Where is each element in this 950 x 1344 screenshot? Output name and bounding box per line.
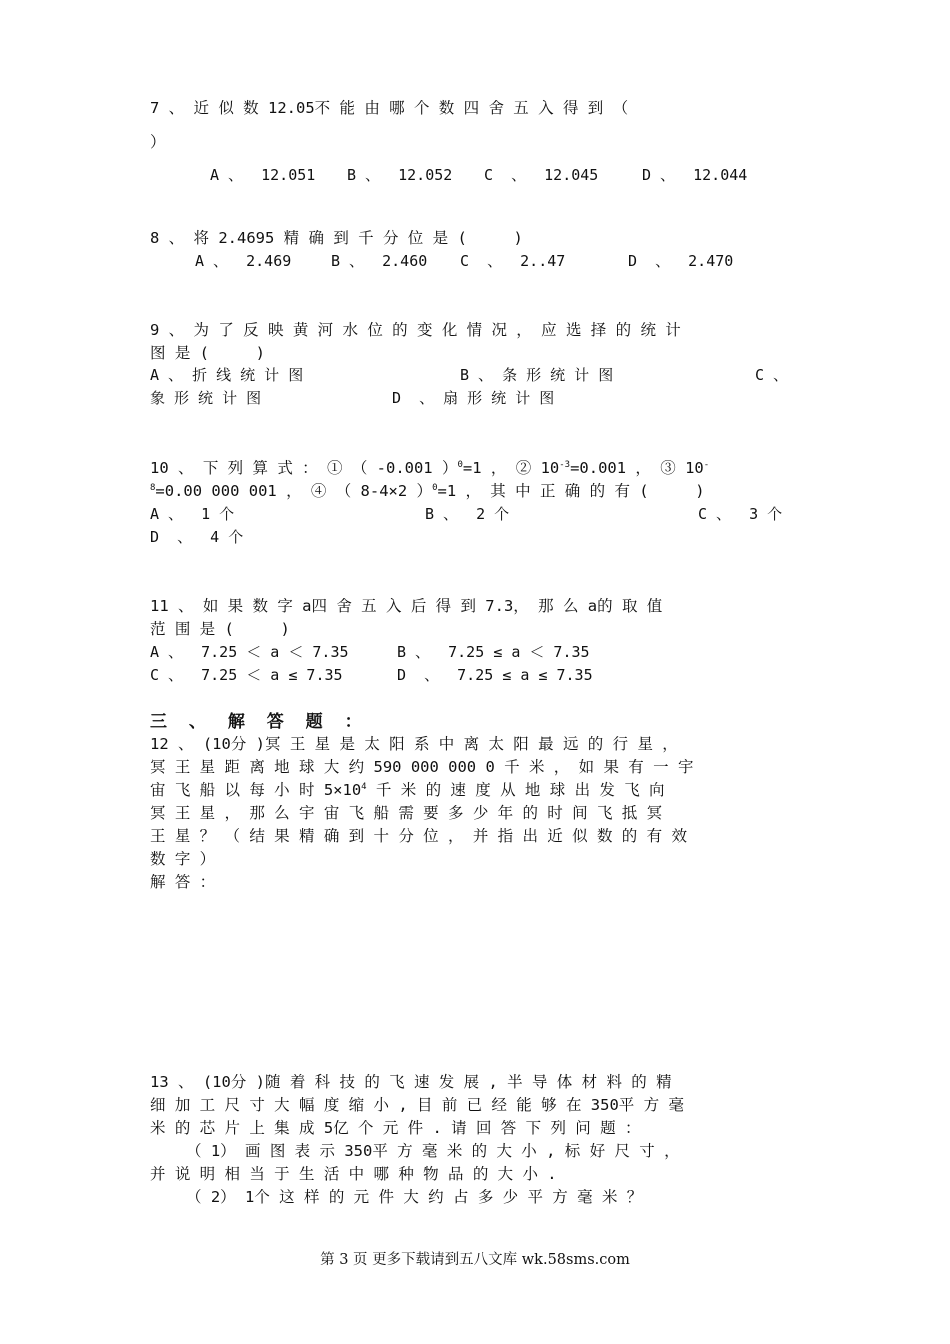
q10-stem-line1 <box>150 457 709 479</box>
q11-option-a: A 、 7.25 ＜ a ＜ 7.35 <box>150 643 349 661</box>
q11-option-d: D 、 7.25 ≤ a ≤ 7.35 <box>397 666 593 684</box>
q8-option-b: B 、 2.460 <box>331 252 428 270</box>
q10-stem-part2: =1 ， ② 10 <box>462 459 560 477</box>
page-footer: 第 3 页 更多下载请到五八文库 wk.58sms.com <box>320 1252 630 1268</box>
q10-option-b: B 、 2 个 <box>425 505 510 523</box>
q10-stem-part5: =1 ， 其 中 正 确 的 有 ( ) <box>437 482 705 500</box>
q9-option-c-text: 象 形 统 计 图 <box>150 389 262 407</box>
q10-stem-part4: =0.00 000 001 ， ④ （ 8-4×2 ） <box>155 482 433 500</box>
q10-exponent-4: 0 <box>432 482 438 493</box>
q12-line3-part1: 宙 飞 船 以 每 小 时 5×10 <box>150 781 362 799</box>
q8-option-d: D 、 2.470 <box>628 252 734 270</box>
q13-subquestion-1: （ 1） 画 图 表 示 350平 方 毫 米 的 大 小 , 标 好 尺 寸 ， <box>186 1142 680 1160</box>
q13-line1: 13 、 (10分 )随 着 科 技 的 飞 速 发 展 , 半 导 体 材 料 的 精 <box>150 1073 672 1091</box>
q12-line5: 王 星 ？ （ 结 果 精 确 到 十 分 位 ， 并 指 出 近 似 数 的 有 效 <box>150 827 687 845</box>
q12-line3 <box>150 779 665 801</box>
q7-option-d: D 、 12.044 <box>642 166 748 184</box>
q11-option-b: B 、 7.25 ≤ a ＜ 7.35 <box>397 643 590 661</box>
q8-stem: 8 、 将 2.4695 精 确 到 千 分 位 是 ( ) <box>150 229 523 247</box>
q12-exponent: 4 <box>361 781 367 792</box>
q11-stem-line1: 11 、 如 果 数 字 a四 舍 五 入 后 得 到 7.3， 那 么 a的 取 值 <box>150 597 663 615</box>
q12-line1: 12 、 (10分 )冥 王 星 是 太 阳 系 中 离 太 阳 最 远 的 行 星 ， <box>150 735 678 753</box>
q7-option-c: C 、 12.045 <box>484 166 599 184</box>
q9-option-d: D 、 扇 形 统 计 图 <box>392 389 555 407</box>
section-heading: 三 、 解 答 题 ： <box>150 712 370 732</box>
q9-stem-line2: 图 是 ( ) <box>150 344 265 362</box>
q10-exponent-3-start: - <box>703 459 710 470</box>
q7-stem-line2: ） <box>150 133 166 151</box>
q13-subquestion-1-cont: 并 说 明 相 当 于 生 活 中 哪 种 物 品 的 大 小 . <box>150 1165 557 1183</box>
q12-line2: 冥 王 星 距 离 地 球 大 约 590 000 000 0 千 米 ， 如 果 有 一 宇 <box>150 758 694 776</box>
q9-option-a: A 、 折 线 统 计 图 <box>150 366 304 384</box>
q10-option-c: C 、 3 个 <box>698 505 783 523</box>
q10-stem-part1: 10 、 下 列 算 式 ： ① （ -0.001 ） <box>150 459 458 477</box>
q10-stem-part3: =0.001 ， ③ 10 <box>570 459 704 477</box>
q10-exponent-2: -3 <box>559 459 571 470</box>
q10-exponent-3-end: 8 <box>150 482 156 493</box>
q11-option-c: C 、 7.25 ＜ a ≤ 7.35 <box>150 666 343 684</box>
q12-answer-label: 解 答 ： <box>150 873 216 891</box>
q13-line2: 细 加 工 尺 寸 大 幅 度 缩 小 , 目 前 已 经 能 够 在 350平 方 毫 <box>150 1096 684 1114</box>
q7-option-b: B 、 12.052 <box>347 166 453 184</box>
q7-stem-line1: 7 、 近 似 数 12.05不 能 由 哪 个 数 四 舍 五 入 得 到 （ <box>150 99 629 117</box>
q12-line4: 冥 王 星 ， 那 么 宇 宙 飞 船 需 要 多 少 年 的 时 间 飞 抵 冥 <box>150 804 663 822</box>
q11-stem-line2: 范 围 是 ( ) <box>150 620 290 638</box>
q10-stem-line2 <box>150 480 705 502</box>
q7-option-a: A 、 12.051 <box>210 166 316 184</box>
q9-option-c-label: C 、 <box>755 366 789 384</box>
q10-exponent-1: 0 <box>457 459 463 470</box>
q9-option-b: B 、 条 形 统 计 图 <box>460 366 614 384</box>
q8-option-a: A 、 2.469 <box>195 252 292 270</box>
q10-option-a: A 、 1 个 <box>150 505 235 523</box>
q13-subquestion-2: （ 2） 1个 这 样 的 元 件 大 约 占 多 少 平 方 毫 米 ？ <box>186 1188 643 1206</box>
q8-option-c: C 、 2..47 <box>460 252 566 270</box>
q9-stem-line1: 9 、 为 了 反 映 黄 河 水 位 的 变 化 情 况 ， 应 选 择 的 统 计 <box>150 321 681 339</box>
q10-option-d: D 、 4 个 <box>150 528 244 546</box>
q13-line3: 米 的 芯 片 上 集 成 5亿 个 元 件 . 请 回 答 下 列 问 题 ： <box>150 1119 641 1137</box>
q12-line6: 数 字 ） <box>150 850 216 868</box>
q12-line3-part2: 千 米 的 速 度 从 地 球 出 发 飞 向 <box>366 781 665 799</box>
